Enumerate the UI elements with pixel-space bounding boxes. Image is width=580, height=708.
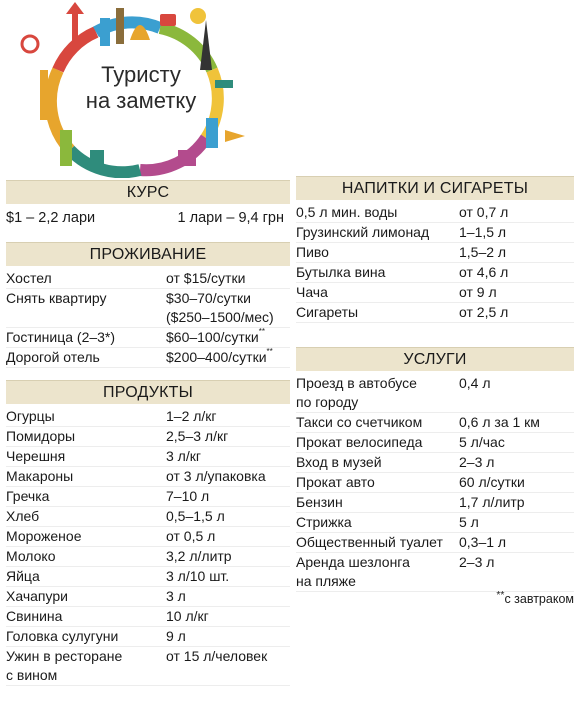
item-name: Головка сулугуни [6, 628, 119, 644]
item-name: Гречка [6, 488, 50, 504]
list-item [6, 427, 290, 447]
list-item [296, 433, 574, 453]
item-name: Хачапури [6, 588, 68, 604]
item-price: 3,2 л/литр [166, 548, 232, 564]
list-item [296, 453, 574, 473]
item-price: от 0,7 л [459, 204, 509, 220]
item-price: 3 л/10 шт. [166, 568, 230, 584]
item-price-line-2: ($250–1500/мес) [166, 309, 274, 325]
item-price: 0,4 л [459, 375, 491, 391]
item-price [166, 289, 290, 327]
left-column [6, 180, 290, 686]
item-name: Прокат авто [296, 474, 375, 490]
list-item [6, 289, 290, 328]
list-item [296, 533, 574, 553]
list-item [6, 567, 290, 587]
item-name [6, 647, 166, 685]
exchange-rate-row [6, 204, 290, 242]
list-item [296, 413, 574, 433]
title-line-2: на заметку [85, 88, 197, 113]
item-price: 1,5–2 л [459, 244, 507, 260]
list-item [6, 447, 290, 467]
item-name: Бутылка вина [296, 264, 386, 280]
section-header-napitki: НАПИТКИ И СИГАРЕТЫ [296, 176, 574, 200]
item-name: Вход в музей [296, 454, 382, 470]
item-price [166, 348, 290, 367]
list-item [6, 527, 290, 547]
item-name: Хостел [6, 270, 52, 286]
item-name: Хлеб [6, 508, 40, 524]
item-price: 60 л/сутки [459, 474, 525, 490]
item-price: от 9 л [459, 284, 497, 300]
item-price-text: $200–400/сутки [166, 349, 267, 365]
item-name [296, 553, 459, 591]
list-item [6, 487, 290, 507]
item-name-line-2: с вином [6, 667, 58, 683]
list-item [296, 473, 574, 493]
footnote-mark: ** [258, 327, 265, 336]
item-name: Общественный туалет [296, 534, 443, 550]
list-item [6, 627, 290, 647]
exchange-rate-uah: 1 лари – 9,4 грн [177, 210, 284, 226]
item-price: 0,5–1,5 л [166, 508, 225, 524]
title-line-1: Туристу [101, 62, 181, 87]
item-name: Помидоры [6, 428, 76, 444]
item-price: 1–2 л/кг [166, 408, 217, 424]
item-name: Дорогой отель [6, 349, 100, 365]
page-title [72, 62, 210, 114]
item-price: от 15 л/человек [166, 648, 268, 664]
list-item [296, 243, 574, 263]
item-name: Молоко [6, 548, 56, 564]
footnote-mark: ** [266, 347, 273, 356]
item-name: Сигареты [296, 304, 359, 320]
prozhivanie-list [6, 266, 290, 368]
list-item [6, 407, 290, 427]
item-name: Свинина [6, 608, 63, 624]
item-name: Грузинский лимонад [296, 224, 430, 240]
list-item [6, 587, 290, 607]
exchange-rate-usd: $1 – 2,2 лари [6, 210, 96, 226]
item-price: от $15/сутки [166, 270, 246, 286]
list-item [296, 374, 574, 413]
item-price: от 0,5 л [166, 528, 216, 544]
item-name: Стрижка [296, 514, 352, 530]
item-price: 2–3 л [459, 554, 495, 570]
list-item [6, 467, 290, 487]
item-name: Яйца [6, 568, 40, 584]
item-name-line-2: на пляже [296, 573, 356, 589]
list-item [6, 269, 290, 289]
section-header-kurs: КУРС [6, 180, 290, 204]
list-item [296, 203, 574, 223]
item-name: Чача [296, 284, 328, 300]
list-item [296, 303, 574, 323]
item-price: 0,3–1 л [459, 534, 507, 550]
item-name: Огурцы [6, 408, 55, 424]
item-price: 5 л [459, 514, 479, 530]
item-price: 0,6 л за 1 км [459, 414, 540, 430]
item-name: Такси со счетчиком [296, 414, 423, 430]
footnote-text: с завтраком [504, 592, 574, 607]
item-name: Снять квартиру [6, 290, 107, 306]
item-price [166, 328, 290, 347]
section-header-prozhivanie: ПРОЖИВАНИЕ [6, 242, 290, 266]
list-item [6, 328, 290, 348]
right-column [296, 176, 574, 592]
item-price: от 2,5 л [459, 304, 509, 320]
item-name: Пиво [296, 244, 329, 260]
uslugi-list [296, 371, 574, 592]
item-price: 10 л/кг [166, 608, 209, 624]
item-price: 2,5–3 л/кг [166, 428, 229, 444]
item-price-line-1: $30–70/сутки [166, 290, 251, 306]
item-price: 2–3 л [459, 454, 495, 470]
item-name [296, 374, 459, 412]
footnote [496, 590, 574, 606]
item-price: 1,7 л/литр [459, 494, 525, 510]
footnote-mark: ** [496, 590, 505, 601]
item-name: Черешня [6, 448, 66, 464]
section-header-produkty: ПРОДУКТЫ [6, 380, 290, 404]
list-item [6, 507, 290, 527]
list-item [296, 553, 574, 592]
item-price-text: $60–100/сутки [166, 329, 259, 345]
item-name-line-1: Аренда шезлонга [296, 554, 410, 570]
item-price: 1–1,5 л [459, 224, 507, 240]
item-name: 0,5 л мин. воды [296, 204, 398, 220]
list-item [6, 547, 290, 567]
item-price: 7–10 л [166, 488, 210, 504]
list-item [296, 513, 574, 533]
item-name: Макароны [6, 468, 74, 484]
produkty-list [6, 404, 290, 686]
item-name: Гостиница (2–3*) [6, 329, 116, 345]
list-item [6, 607, 290, 627]
header-illustration [0, 0, 290, 178]
item-name: Бензин [296, 494, 343, 510]
item-price: от 4,6 л [459, 264, 509, 280]
item-price: 5 л/час [459, 434, 505, 450]
section-header-uslugi: УСЛУГИ [296, 347, 574, 371]
item-price: 3 л [166, 588, 186, 604]
item-name-line-1: Ужин в ресторане [6, 648, 123, 664]
list-item [296, 283, 574, 303]
item-price: от 3 л/упаковка [166, 468, 266, 484]
list-item [296, 263, 574, 283]
item-price: 9 л [166, 628, 186, 644]
list-item [296, 493, 574, 513]
list-item [296, 223, 574, 243]
item-name: Мороженое [6, 528, 82, 544]
list-item [6, 647, 290, 686]
item-price: 3 л/кг [166, 448, 201, 464]
list-item [6, 348, 290, 368]
item-name-line-1: Проезд в автобусе [296, 375, 417, 391]
item-name-line-2: по городу [296, 394, 359, 410]
item-name: Прокат велосипеда [296, 434, 423, 450]
napitki-list [296, 200, 574, 323]
